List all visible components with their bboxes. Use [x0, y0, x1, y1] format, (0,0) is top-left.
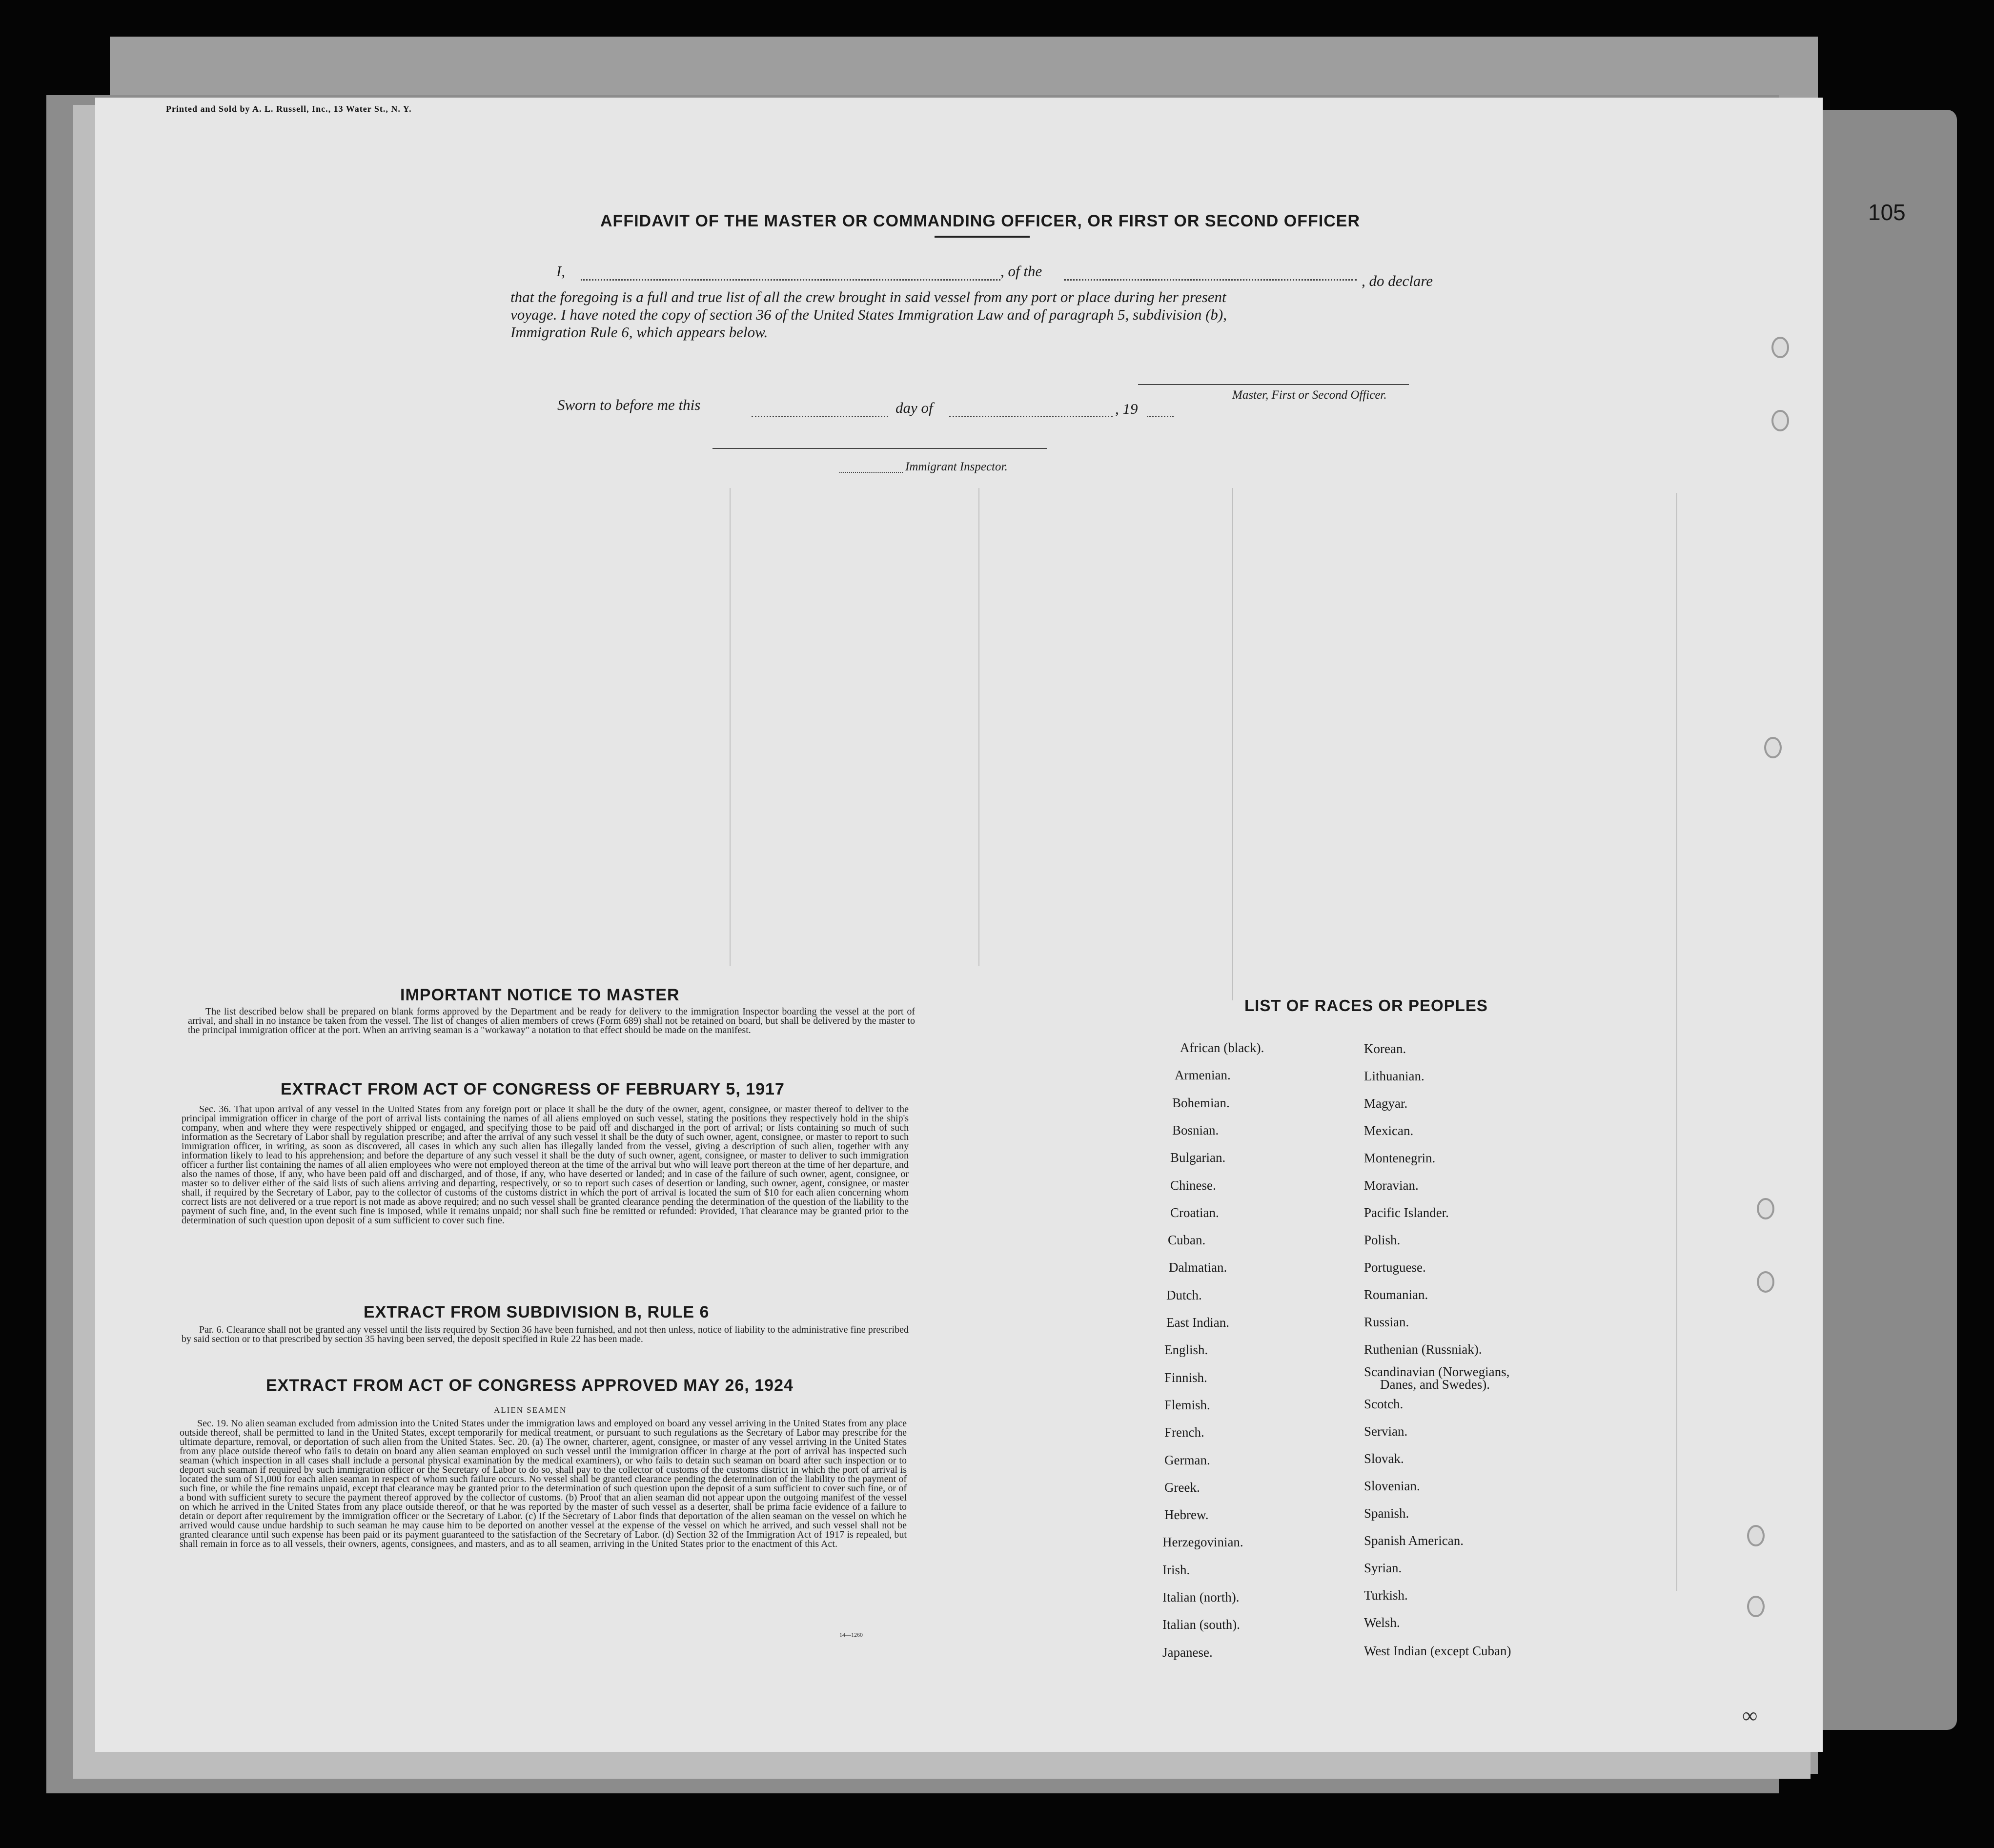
- race-item: Chinese.: [1170, 1178, 1216, 1193]
- of-the-label: , of the: [1000, 263, 1042, 280]
- race-item: Turkish.: [1364, 1588, 1408, 1603]
- binder-hole: [1771, 410, 1789, 431]
- affidavit-title: AFFIDAVIT OF THE MASTER OR COMMANDING OFFICER, OR FIRST OR SECOND OFFICER: [600, 212, 1360, 230]
- inspector-label: Immigrant Inspector.: [905, 460, 1008, 473]
- printer-imprint: Printed and Sold by A. L. Russell, Inc., 13 Water St., N. Y.: [166, 104, 412, 114]
- race-item: Scandinavian (Norwegians,: [1364, 1364, 1510, 1379]
- binder-hole: [1757, 1198, 1774, 1219]
- race-item: Greek.: [1164, 1480, 1200, 1495]
- race-item: Bohemian.: [1172, 1096, 1230, 1110]
- ghost-column: [978, 488, 979, 966]
- race-item: Russian.: [1364, 1315, 1409, 1329]
- alien-seamen-subheading: ALIEN SEAMEN: [494, 1405, 567, 1415]
- race-item: Spanish.: [1364, 1506, 1409, 1521]
- race-item: Italian (north).: [1162, 1590, 1240, 1604]
- race-item: Slovenian.: [1364, 1479, 1420, 1493]
- affidavit-line-3: voyage. I have noted the copy of section 36 of the United States Immigration Law and of paragraph 5, subdivision (b),: [510, 306, 1227, 323]
- race-item: Herzegovinian.: [1162, 1535, 1243, 1549]
- rule6-heading: EXTRACT FROM SUBDIVISION B, RULE 6: [364, 1303, 710, 1321]
- race-item: Cuban.: [1168, 1233, 1206, 1247]
- handwritten-mark: ∞: [1742, 1704, 1758, 1727]
- inspector-dots: [839, 472, 903, 473]
- affidavit-line-4: Immigration Rule 6, which appears below.: [510, 324, 768, 341]
- affidavit-i-label: I,: [556, 263, 566, 280]
- race-item: Welsh.: [1364, 1615, 1400, 1630]
- affidavit-line-2: that the foregoing is a full and true list of all the crew brought in said vessel from any port or place during her present: [510, 288, 1226, 305]
- vessel-name-blank: [1064, 279, 1357, 281]
- race-item: East Indian.: [1166, 1315, 1229, 1330]
- race-item: Bulgarian.: [1170, 1150, 1226, 1165]
- notice-heading: IMPORTANT NOTICE TO MASTER: [400, 986, 680, 1004]
- binder-hole: [1771, 337, 1789, 358]
- ghost-column: [1232, 488, 1233, 1000]
- ghost-column: [730, 488, 731, 966]
- master-name-blank: [581, 279, 1000, 281]
- race-item: Slovak.: [1364, 1451, 1404, 1466]
- ghost-column: [1676, 493, 1677, 1591]
- race-item: Portuguese.: [1364, 1260, 1426, 1275]
- sworn-month-blank: [949, 416, 1113, 417]
- master-signature-line: [1138, 384, 1409, 385]
- extract-1924-text: Sec. 19. No alien seaman excluded from admission into the United States under the immigration laws and employed on board any vessel arriving in the United States from any place outside thereof, shall be permitted to land in the United States, except temporarily for medical treatment, or pursuant to such regulations as the Secretary of Labor may prescribe for the ultimate departure, removal, or deportation of such alien from the United States. Sec. 20. (a) The owner, charterer, agent, consignee, or master of any vessel arriving in the United States from any place outside thereof who fails to detain on board any alien seaman employed on such vessel until the immigration officer in charge at the port of arrival has inspected such seaman (which inspection in all cases shall include a personal physical examination by the medical examiners), or who fails to detain such seaman on board after such inspection or to deport such seaman if required by such immigration officer or the Secretary of Labor to do so, shall pay to the collector of customs of the customs district in which the port of arrival is located the sum of $1,000 for each alien seaman in respect of whom such failure occurs. No vessel shall be granted clearance pending the determination of the liability to the payment of such fine, or while the fine remains unpaid, except that clearance may be granted prior to the determination of such question upon the deposit of a sum sufficient to cover such fine, or of a bond with sufficient surety to secure the payment thereof approved by the collector of customs. (b) Proof that an alien seaman did not appear upon the outgoing manifest of the vessel on which he arrived in the United States from any place outside thereof, or that he was reported by the master of such vessel as a deserter, shall be prima facie evidence of a failure to detain or deport after requirement by the immigration officer or the Secretary of Labor. (c) If the Secretary of Labor finds that deportation of the alien seaman on the vessel on which he arrived would cause undue hardship to such seaman he may cause him to be deported on another vessel at the expense of the vessel on which he arrived, and such vessel shall not be granted clearance until such expense has been paid or its payment guaranteed to the satisfaction of the Secretary of Labor. (d) Section 32 of the Immigration Act of 1917 is repealed, but shall remain in force as to all vessels, their owners, agents, consignees, and masters, and as to all seamen, arriving in the United States prior to the enactment of this Act.: [180, 1418, 907, 1549]
- race-item: Japanese.: [1162, 1645, 1213, 1660]
- race-item: African (black).: [1180, 1040, 1264, 1055]
- extract-1917-text: Sec. 36. That upon arrival of any vessel in the United States from any foreign port or place it shall be the duty of the owner, agent, consignee, or master thereof to deliver to the principal immigration officer in charge of the port of arrival lists containing the names of all aliens employed on such vessel, stating the positions they respectively hold in the ship's company, when and where they were respectively shipped or engaged, and specifying those to be paid off and discharged in the port of arrival; or lists containing so much of such information as the Secretary of Labor shall by regulation prescribe; and after the arrival of any such vessel it shall be the duty of such owner, agent, consignee, or master to report to such immigration officer, in writing, as soon as discovered, all cases in which any such alien has illegally landed from the vessel, giving a description of such alien, together with any information likely to lead to his apprehension; and before the departure of any such vessel it shall be the duty of such owner, agent, consignee, or master to deliver to such immigration officer a further list containing the names of all alien employees who were not employed thereon at the time of the arrival but who will leave port thereon at the time of her departure, and also the names of those, if any, who have been paid off and discharged, and of those, if any, who have deserted or landed; and in case of the failure of such owner, agent, consignee, or master so to deliver either of the said lists of such aliens arriving and departing, respectively, or so to report such cases of desertion or landing, such owner, agent, consignee, or master shall, if required by the Secretary of Labor, pay to the collector of customs of the customs district in which the port of arrival is located the sum of $10 for each alien concerning whom correct lists are not delivered or a true report is not made as above required; and no such vessel shall be granted clearance pending the determination of the question of the liability to the payment of such fine, and, in the event such fine is imposed, while it remains unpaid; nor shall such fine be remitted or refunded: Provided, That clearance may be granted prior to the determination of such question upon deposit of a sum sufficient to cover such fine.: [182, 1104, 909, 1226]
- race-item: Finnish.: [1164, 1370, 1207, 1385]
- race-item: Armenian.: [1175, 1068, 1231, 1082]
- race-item: Magyar.: [1364, 1096, 1408, 1111]
- extract-1917-heading: EXTRACT FROM ACT OF CONGRESS OF FEBRUARY 5, 1917: [281, 1080, 785, 1098]
- binder-hole: [1757, 1271, 1774, 1293]
- race-item: Flemish.: [1164, 1398, 1210, 1412]
- binder-hole: [1747, 1596, 1765, 1617]
- race-item: Pacific Islander.: [1364, 1205, 1449, 1220]
- race-item: Italian (south).: [1162, 1617, 1240, 1632]
- race-item: French.: [1164, 1425, 1204, 1440]
- race-item: German.: [1164, 1453, 1210, 1467]
- race-item: Servian.: [1364, 1424, 1408, 1439]
- binder-hole: [1747, 1525, 1765, 1546]
- master-signature-label: Master, First or Second Officer.: [1232, 388, 1387, 402]
- race-item: Spanish American.: [1364, 1533, 1464, 1548]
- race-item: Danes, and Swedes).: [1380, 1377, 1490, 1392]
- race-item: Ruthenian (Russniak).: [1364, 1342, 1482, 1357]
- extract-1924-heading: EXTRACT FROM ACT OF CONGRESS APPROVED MAY 26, 1924: [266, 1376, 794, 1395]
- race-item: Dutch.: [1166, 1288, 1202, 1302]
- race-item: Dalmatian.: [1169, 1260, 1227, 1275]
- day-of-label: day of: [895, 399, 933, 416]
- year-label: , 19: [1115, 400, 1138, 417]
- race-item: Lithuanian.: [1364, 1069, 1424, 1083]
- page-number: 105: [1868, 200, 1906, 225]
- race-item: Bosnian.: [1172, 1123, 1219, 1137]
- do-declare-label: , do declare: [1362, 272, 1433, 289]
- binder-hole: [1764, 737, 1782, 758]
- race-item: Syrian.: [1364, 1561, 1402, 1575]
- year-blank: [1147, 416, 1174, 417]
- sworn-day-blank: [752, 416, 888, 417]
- race-item: English.: [1164, 1342, 1208, 1357]
- race-item: Irish.: [1162, 1563, 1190, 1577]
- race-item: Moravian.: [1364, 1178, 1419, 1193]
- title-underline: [935, 236, 1030, 238]
- race-item: Hebrew.: [1164, 1507, 1209, 1522]
- races-heading: LIST OF RACES OR PEOPLES: [1244, 996, 1488, 1015]
- inspector-signature-line: [712, 448, 1047, 449]
- race-item: Korean.: [1364, 1041, 1406, 1056]
- rule6-text: Par. 6. Clearance shall not be granted any vessel until the lists required by Section 36 have been furnished, and not then unless, notice of liability to the administrative fine prescribed by said section or to that prescribed by section 35 having been served, the deposit specified in Rule 22 has been made.: [182, 1324, 909, 1344]
- notice-text: The list described below shall be prepared on blank forms approved by the Department and be ready for delivery to the immigration Inspector boarding the vessel at the port of arrival, and shall in no instance be taken from the vessel. The list of changes of alien members of crews (Form 689) shall not be retained on board, but shall be delivered by the master to the principal immigration officer at the port. When an arriving seaman is a "workaway" a notation to that effect should be made on the manifest.: [188, 1006, 915, 1036]
- race-item: West Indian (except Cuban): [1364, 1644, 1511, 1658]
- race-item: Montenegrin.: [1364, 1151, 1436, 1165]
- sworn-label: Sworn to before me this: [557, 396, 701, 413]
- form-number: 14—1260: [839, 1631, 863, 1638]
- race-item: Scotch.: [1364, 1397, 1404, 1411]
- race-item: Mexican.: [1364, 1123, 1414, 1138]
- race-item: Croatian.: [1170, 1205, 1219, 1220]
- race-item: Roumanian.: [1364, 1287, 1428, 1302]
- race-item: Polish.: [1364, 1233, 1401, 1247]
